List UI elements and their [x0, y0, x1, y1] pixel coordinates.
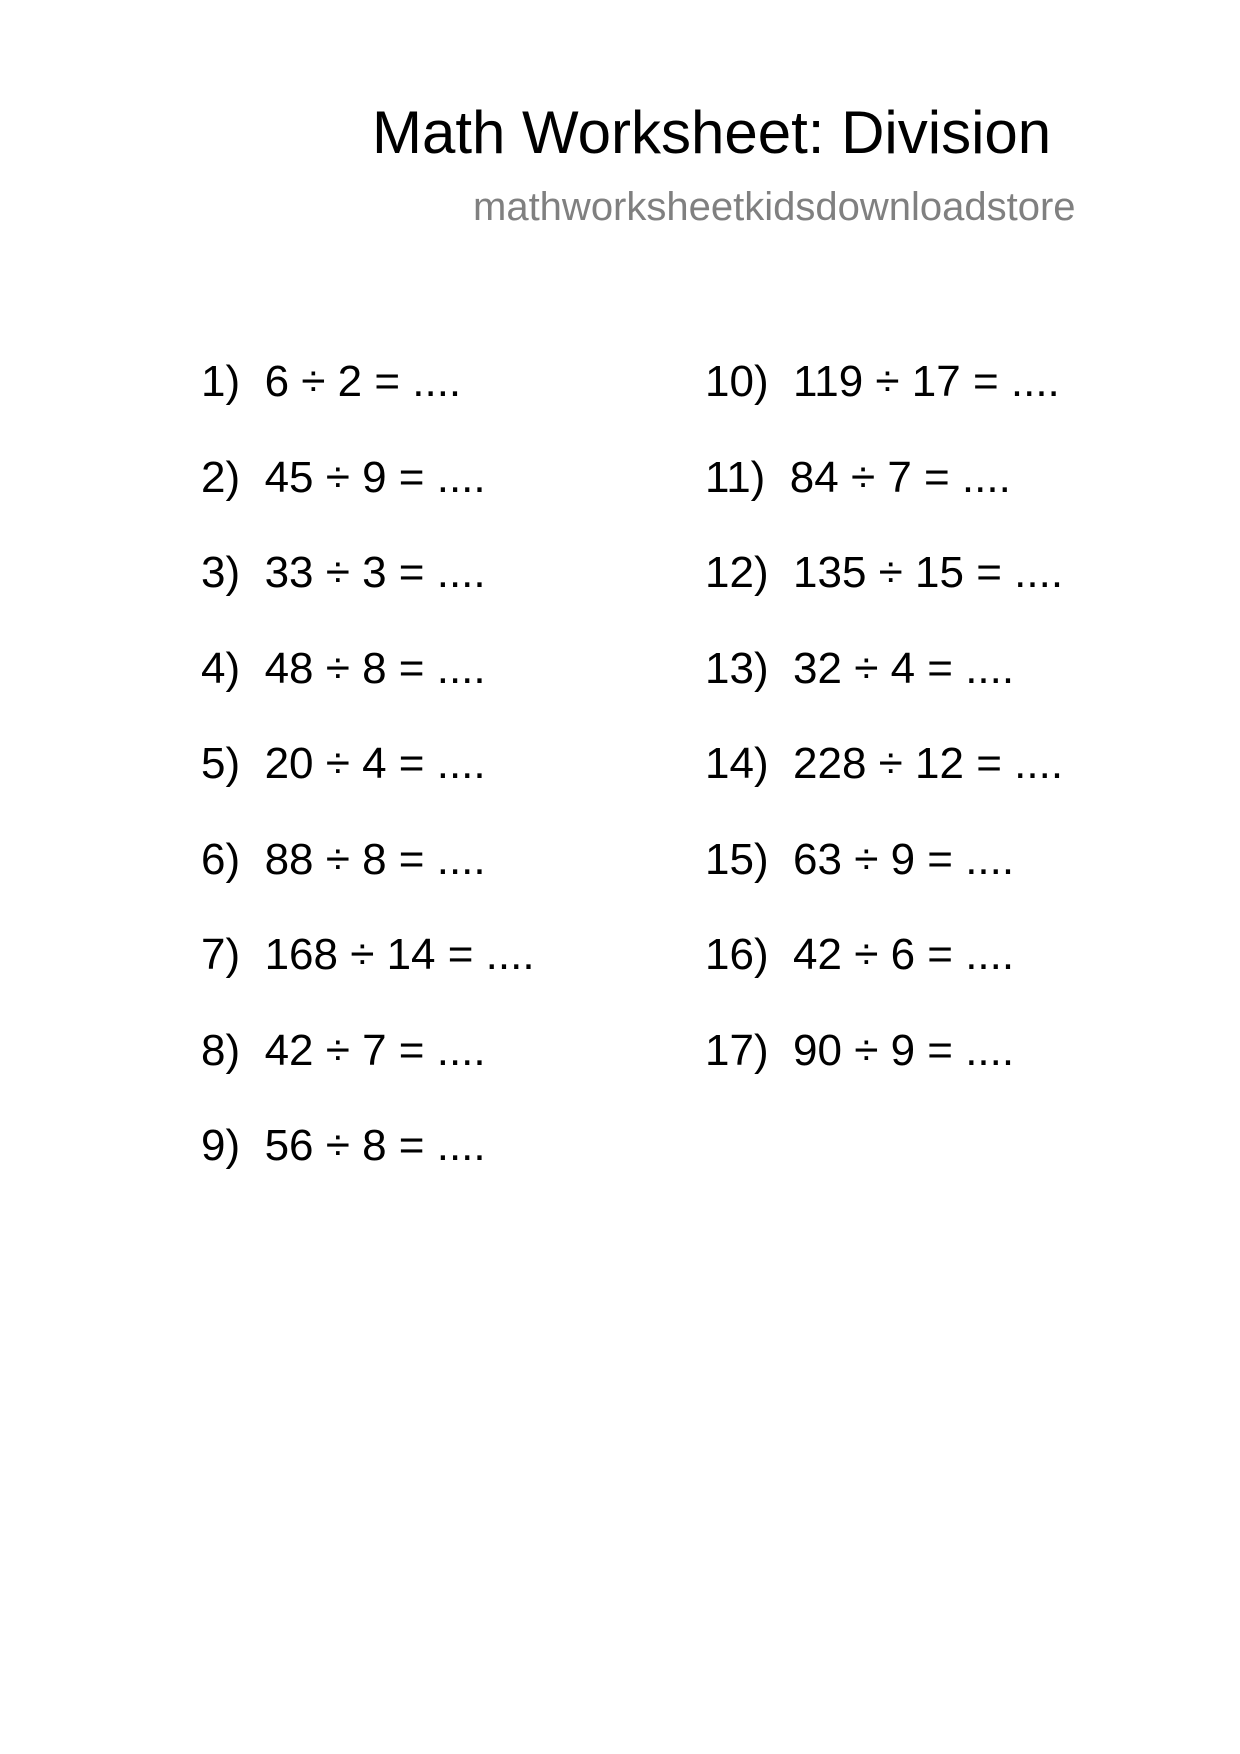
- problem: 14) 228 ÷ 12 = ....: [705, 739, 1064, 788]
- problem: 17) 90 ÷ 9 = ....: [705, 1025, 1015, 1075]
- problem: 13) 32 ÷ 4 = ....: [705, 643, 1015, 693]
- problem: 1) 6 ÷ 2 = ....: [201, 357, 462, 406]
- problem: 3) 33 ÷ 3 = ....: [201, 548, 486, 597]
- problem-column-right: [705, 354, 1063, 1118]
- problem: 5) 20 ÷ 4 = ....: [201, 739, 486, 788]
- problem: 12) 135 ÷ 15 = ....: [705, 548, 1064, 597]
- problem: 10) 119 ÷ 17 = ....: [705, 357, 1060, 406]
- problem: 7) 168 ÷ 14 = ....: [201, 930, 535, 979]
- problem-column-left: [201, 354, 535, 1214]
- problem: 11) 84 ÷ 7 = ....: [705, 452, 1011, 502]
- worksheet-source: mathworksheetkidsdownloadstore: [473, 185, 1076, 229]
- problem: 4) 48 ÷ 8 = ....: [201, 643, 486, 693]
- problem: 2) 45 ÷ 9 = ....: [201, 452, 486, 502]
- problem: 15) 63 ÷ 9 = ....: [705, 834, 1015, 884]
- problem: 6) 88 ÷ 8 = ....: [201, 834, 486, 884]
- problem: 16) 42 ÷ 6 = ....: [705, 930, 1015, 979]
- problem: 9) 56 ÷ 8 = ....: [201, 1121, 486, 1170]
- problem: 8) 42 ÷ 7 = ....: [201, 1025, 486, 1075]
- worksheet-title: Math Worksheet: Division: [372, 99, 1052, 166]
